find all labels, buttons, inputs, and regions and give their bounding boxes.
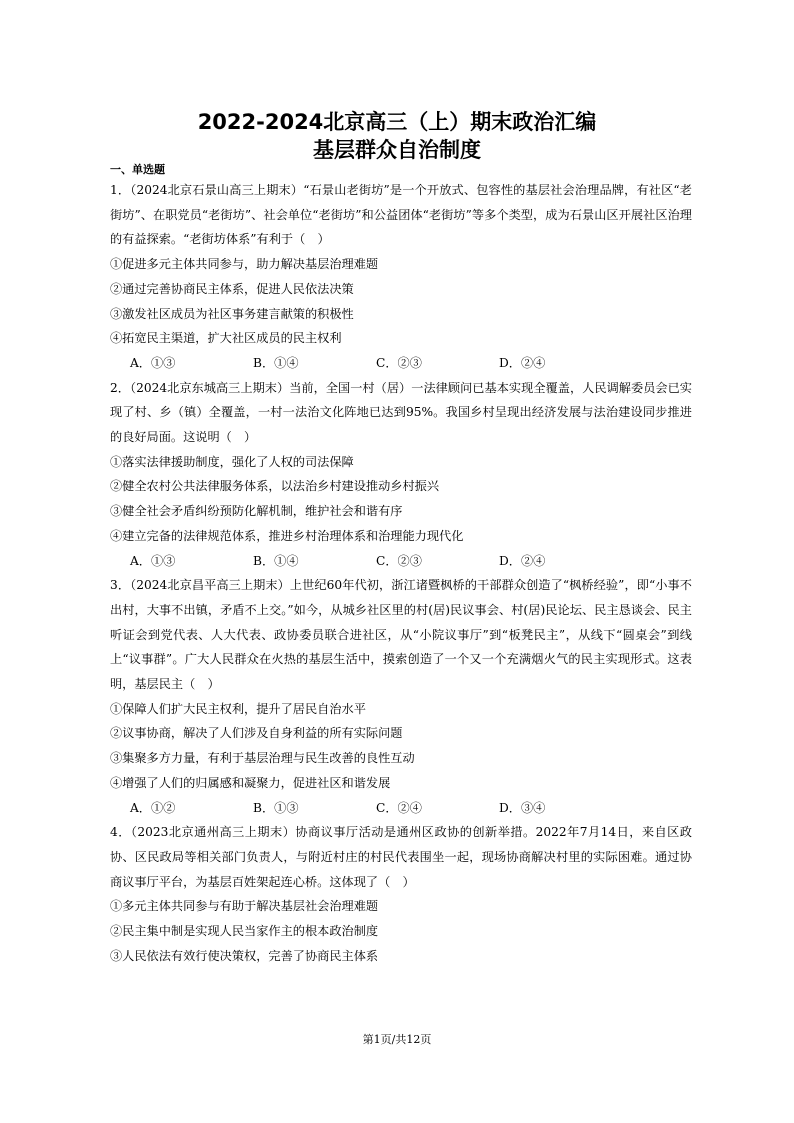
choice-a: A．①③ [130,553,176,568]
option-item: ①落实法律援助制度，强化了人权的司法保障 [110,454,354,469]
question-3 [110,573,692,820]
option-item: ③人民依法有效行使决策权，完善了协商民主体系 [110,948,379,963]
option-item: ③集聚多方力量，有利于基层治理与民生改善的良性互动 [110,751,415,766]
choice-c: C．②④ [376,800,422,815]
option-item: ③健全社会矛盾纠纷预防化解机制，维护社会和谐有序 [110,504,403,519]
option-item: ④拓宽民主渠道，扩大社区成员的民主权利 [110,331,342,346]
choice-d: D．②④ [499,355,546,370]
option-item: ④增强了人们的归属感和凝聚力，促进社区和谐发展 [110,775,391,790]
page-footer: 第1页/共12页 [362,1033,432,1046]
choice-b: B．①④ [253,553,299,568]
option-item: ②民主集中制是实现人民当家作主的根本政治制度 [110,924,379,939]
option-item: ①多元主体共同参与有助于解决基层社会治理难题 [110,899,379,914]
question-list [110,178,692,969]
option-item: ③激发社区成员为社区事务建言献策的积极性 [110,306,354,321]
option-item: ②健全农村公共法律服务体系，以法治乡村建设推动乡村振兴 [110,479,440,494]
question-stem: 4．（2023北京通州高三上期末）协商议事厅活动是通州区政协的创新举措。2022年7月14日，来自区政协、区民政局等相关部门负责人，与附近村庄的村民代表围坐一起，现场协商解决村里的实际困难。通过协商议事厅平台，为基层百姓架起连心桥。这体现了（ ） [110,825,692,889]
choice-b: B．①③ [253,800,299,815]
question-2 [110,376,692,574]
choice-b: B．①④ [253,355,299,370]
option-item: ④建立完备的法律规范体系，推进乡村治理体系和治理能力现代化 [110,528,464,543]
answer-choices [110,796,692,821]
choice-c: C．②③ [376,553,422,568]
question-stem: 1．（2024北京石景山高三上期末）“石景山老街坊”是一个开放式、包容性的基层社会治理品牌，有社区“老街坊”、在职党员“老街坊”、社会单位“老街坊”和公益团体“老街坊”等多个类型，成为石景山区开展社区治理的有益探索。“老街坊体系”有利于（ ） [110,183,692,247]
choice-a: A．①③ [130,355,176,370]
choice-d: D．③④ [499,800,546,815]
option-item: ①促进多元主体共同参与，助力解决基层治理难题 [110,257,379,272]
question-4 [110,820,692,968]
option-item: ②议事协商，解决了人们涉及自身利益的所有实际问题 [110,726,403,741]
choice-c: C．②③ [376,355,422,370]
section-heading: 一、单选题 [110,163,165,176]
choice-d: D．②④ [499,553,546,568]
option-item: ①保障人们扩大民主权利，提升了居民自治水平 [110,701,366,716]
question-stem: 3．（2024北京昌平高三上期末）上世纪60年代初，浙江诸暨枫桥的干部群众创造了“枫桥经验”，即“小事不出村，大事不出镇，矛盾不上交。”如今，从城乡社区里的村(居)民议事会、村(居)民论坛、民主恳谈会、民主听证会到党代表、人大代表、政协委员联合进社区，从“小院议事厅”到“板凳民主”，从线下“圆桌会”到线上“议事群”。广大人民群众在火热的基层生活中，摸索创造了一个又一个充满烟火气的民主实现形式。这表明，基层民主（ ） [110,578,692,692]
choice-a: A．①② [130,800,176,815]
document-title: 2022-2024北京高三（上）期末政治汇编 [197,110,597,134]
option-item: ②通过完善协商民主体系，促进人民依法决策 [110,281,354,296]
question-1 [110,178,692,376]
answer-choices [110,549,692,574]
answer-choices [110,351,692,376]
document-subtitle: 基层群众自治制度 [313,138,481,162]
question-stem: 2．（2024北京东城高三上期末）当前，全国一村（居）一法律顾问已基本实现全覆盖，人民调解委员会已实现了村、乡（镇）全覆盖，一村一法治文化阵地已达到95%。我国乡村呈现出经济发展与法治建设同步推进的良好局面。这说明（ ） [110,380,692,445]
